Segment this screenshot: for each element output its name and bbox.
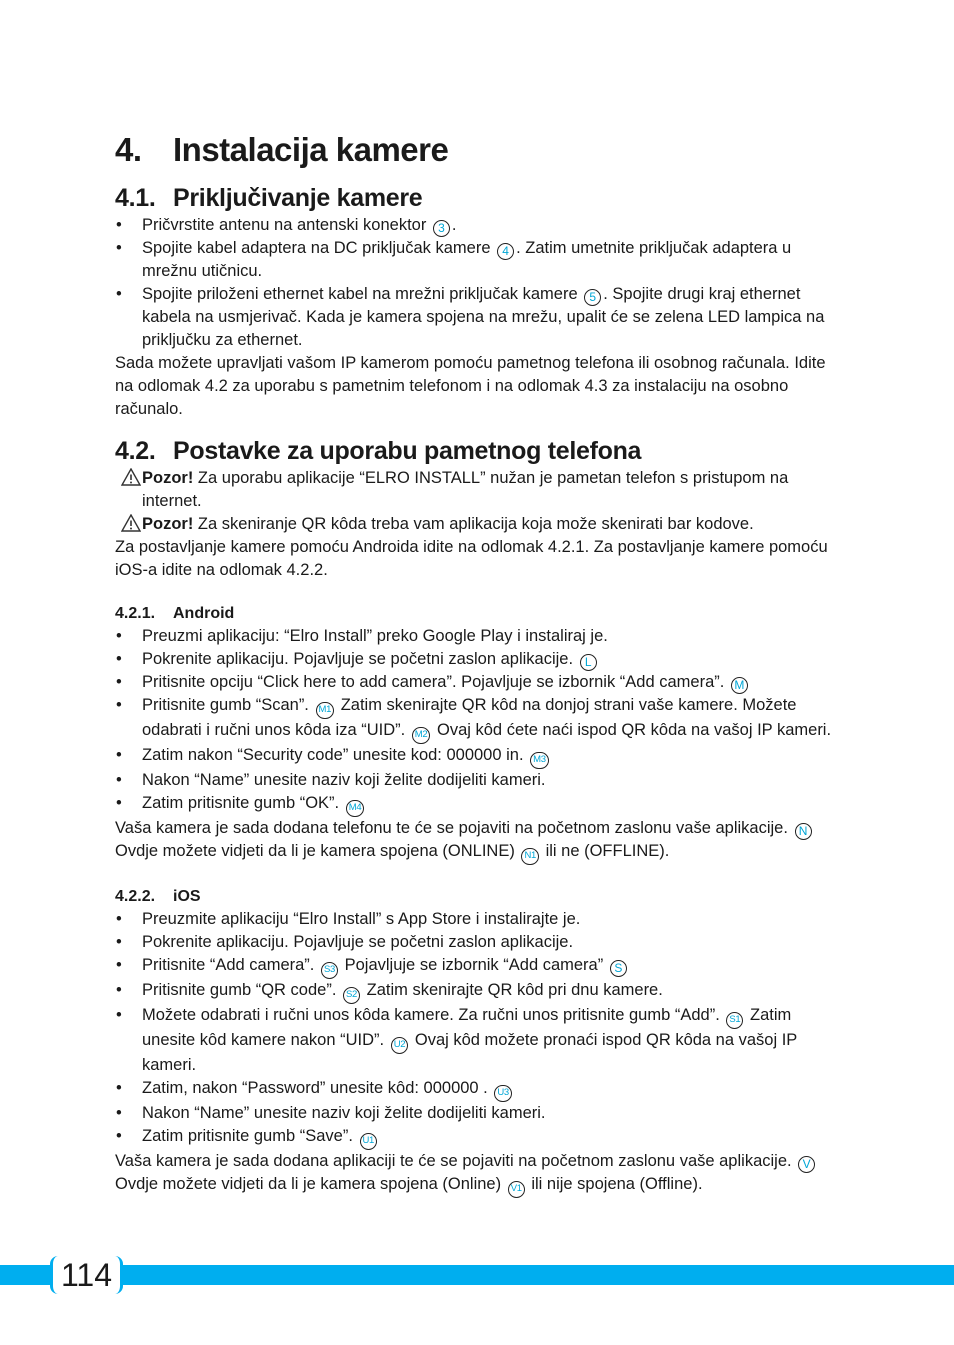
list-item: • Nakon “Name” unesite naziv koji želite dodijeliti kameri.: [115, 1102, 845, 1125]
page-number: 114: [50, 1256, 123, 1294]
list-item: • Pritisnite “Add camera”. S3 Pojavljuje se izbornik “Add camera” S: [115, 954, 845, 979]
list-item: • Zatim, nakon “Password” unesite kôd: 000000 . U3: [115, 1077, 845, 1102]
callout-badge: N: [795, 823, 812, 840]
page-content: [115, 128, 845, 1198]
callout-badge: S3: [321, 962, 338, 979]
callout-badge: S: [610, 960, 627, 977]
list-item: • Zatim nakon “Security code” unesite kod: 000000 in. M3: [115, 744, 845, 769]
subsection-heading-android: 4.2.1. Android: [115, 605, 235, 622]
callout-badge: M4: [346, 800, 365, 817]
list-item: • Pritisnite gumb “QR code”. S2 Zatim skenirajte QR kôd pri dnu kamere.: [115, 979, 845, 1004]
callout-badge: M: [731, 677, 748, 694]
section-heading-4-1: 4.1. Priključivanje kamere: [115, 184, 423, 212]
list-item: • Možete odabrati i ručni unos kôda kamere. Za ručni unos pritisnite gumb “Add”. S1 Zatim unesite kôd kamere nakon “UID”. U2 Ovaj kôd možete pronaći ispod QR kôda na vašoj IP kameri.: [115, 1004, 845, 1077]
warning-icon: [121, 468, 141, 486]
callout-badge: 3: [433, 220, 450, 237]
callout-badge: L: [580, 654, 597, 671]
list-item: • Spojite kabel adaptera na DC priključak kamere 4 . Zatim umetnite priključak adaptera u mrežnu utičnicu.: [115, 237, 845, 283]
warning-note: Pozor! Za uporabu aplikacije “ELRO INSTALL” nužan je pametan telefon s pristupom na internet.: [115, 467, 845, 513]
paragraph: Vaša kamera je sada dodana telefonu te će se pojaviti na početnom zaslonu vaše aplikacije. N Ovdje možete vidjeti da li je kamera spojena (ONLINE) N1 ili ne (OFFLINE).: [115, 817, 845, 865]
list-item: • Zatim pritisnite gumb “Save”. U1: [115, 1125, 845, 1150]
list-item: • Preuzmi aplikaciju: “Elro Install” preko Google Play i instaliraj je.: [115, 625, 845, 648]
paragraph: Za postavljanje kamere pomoću Androida idite na odlomak 4.2.1. Za postavljanje kamere pomoću iOS-a idite na odlomak 4.2.2.: [115, 538, 828, 579]
list-item: • Pokrenite aplikaciju. Pojavljuje se početni zaslon aplikacije.: [115, 931, 845, 954]
callout-badge: 4: [497, 243, 514, 260]
callout-badge: 5: [584, 289, 601, 306]
list-item: • Pričvrstite antenu na antenski konektor 3 .: [115, 214, 845, 237]
list-item: • Pritisnite opciju “Click here to add camera”. Pojavljuje se izbornik “Add camera”. M: [115, 671, 845, 694]
section-heading-4-2: 4.2. Postavke za uporabu pametnog telefona: [115, 437, 642, 465]
warning-note: Pozor! Za skeniranje QR kôda treba vam aplikacija koja može skenirati bar kodove.: [115, 513, 845, 536]
chapter-title: 4. Instalacija kamere: [115, 131, 449, 168]
paragraph: Vaša kamera je sada dodana aplikaciji te će se pojaviti na početnom zaslonu vaše aplikacije. V Ovdje možete vidjeti da li je kamera spojena (Online) V1 ili nije spojena (Offline).: [115, 1150, 845, 1198]
footer-bar: [0, 1265, 954, 1285]
callout-badge: V1: [508, 1181, 525, 1198]
callout-badge: U3: [494, 1085, 512, 1102]
callout-badge: N1: [521, 848, 539, 865]
list-item: • Nakon “Name” unesite naziv koji želite dodijeliti kameri.: [115, 769, 845, 792]
list-item: • Pokrenite aplikaciju. Pojavljuje se početni zaslon aplikacije. L: [115, 648, 845, 671]
callout-badge: V: [798, 1156, 815, 1173]
paragraph: Sada možete upravljati vašom IP kamerom pomoću pametnog telefona ili osobnog računala. Idite na odlomak 4.2 za uporabu s pametnim telefonom i na odlomak 4.3 za instalaciju na osobno računalo.: [115, 354, 826, 418]
callout-badge: M3: [530, 752, 549, 769]
callout-badge: U2: [391, 1037, 409, 1054]
list-item: • Preuzmite aplikaciju “Elro Install” s App Store i instalirajte je.: [115, 908, 845, 931]
callout-badge: S2: [343, 987, 360, 1004]
connect-steps-list: [115, 214, 845, 352]
callout-badge: M2: [412, 727, 431, 744]
subsection-heading-ios: 4.2.2. iOS: [115, 888, 201, 905]
list-item: • Zatim pritisnite gumb “OK”. M4: [115, 792, 845, 817]
ios-steps-list: [115, 908, 845, 1150]
list-item: • Pritisnite gumb “Scan”. M1 Zatim skenirajte QR kôd na donjoj strani vaše kamere. Možete odabrati i ručni unos kôda iza “UID”. M2 Ovaj kôd ćete naći ispod QR kôda na vašoj IP kameri.: [115, 694, 845, 744]
callout-badge: S1: [726, 1012, 743, 1029]
callout-badge: U1: [360, 1133, 378, 1150]
list-item: • Spojite priloženi ethernet kabel na mrežni priključak kamere 5 . Spojite drugi kraj ethernet kabela na usmjerivač. Kada je kamera spojena na mrežu, upalit će se zelena LED lampica na priključku za ethernet.: [115, 283, 845, 352]
warning-icon: [121, 514, 141, 532]
android-steps-list: [115, 625, 845, 817]
callout-badge: M1: [316, 702, 335, 719]
